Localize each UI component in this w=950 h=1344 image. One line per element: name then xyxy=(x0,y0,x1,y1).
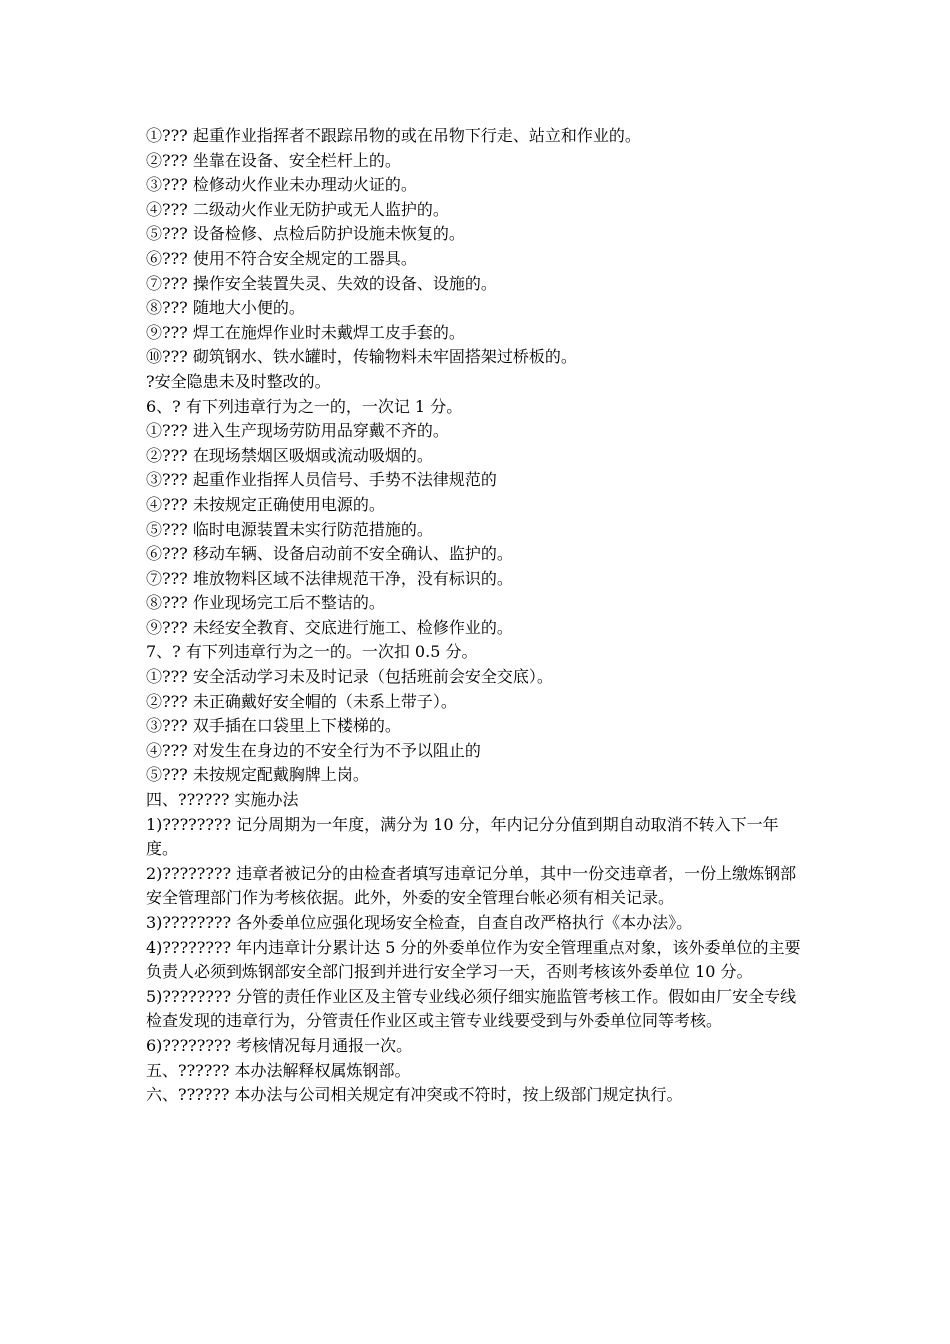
document-paragraph: ②??? 未正确戴好安全帽的（未系上带子）。 xyxy=(146,691,457,711)
document-paragraph: ③??? 起重作业指挥人员信号、手势不法律规范的 xyxy=(146,470,497,490)
document-paragraph: ⑧??? 作业现场完工后不整诘的。 xyxy=(146,593,385,613)
document-paragraph: ⑩??? 砌筑钢水、铁水罐时，传输物料未牢固搭架过桥板的。 xyxy=(146,347,577,367)
section-heading: 6、? 有下列违章行为之一的，一次记 1 分。 xyxy=(146,396,463,416)
document-paragraph: ④??? 对发生在身边的不安全行为不予以阻止的 xyxy=(146,740,481,760)
document-paragraph: ⑤??? 临时电源装置未实行防范措施的。 xyxy=(146,519,433,539)
section-heading: 五、?????? 本办法解释权属炼钢部。 xyxy=(146,1060,411,1080)
document-paragraph: ④??? 未按规定正确使用电源的。 xyxy=(146,494,385,514)
document-paragraph: ⑦??? 堆放物料区域不法律规范干净，没有标识的。 xyxy=(146,568,513,588)
document-page xyxy=(146,124,806,1108)
section-heading: 7、? 有下列违章行为之一的。一次扣 0.5 分。 xyxy=(146,642,478,662)
document-paragraph: ⑤??? 设备检修、点检后防护设施未恢复的。 xyxy=(146,224,465,244)
document-paragraph: ⑤??? 未按规定配戴胸牌上岗。 xyxy=(146,765,369,785)
document-paragraph: 3)???????? 各外委单位应强化现场安全检查，自查自改严格执行《本办法》。 xyxy=(146,913,693,932)
document-paragraph: ②??? 坐靠在设备、安全栏杆上的。 xyxy=(146,150,401,170)
document-paragraph: 2)???????? 违章者被记分的由检查者填写违章记分单，其中一份交违章者，一份上缴炼钢部安全管理部门作为考核依据。此外，外委的安全管理台帐必须有相关记录。 xyxy=(146,863,797,908)
document-paragraph: 5)???????? 分管的责任作业区及主管专业线必须仔细实施监管考核工作。假如由厂安全专线检查发现的违章行为，分管责任作业区或主管专业线要受到与外委单位同等考核。 xyxy=(146,986,797,1031)
document-paragraph: ⑥??? 使用不符合安全规定的工器具。 xyxy=(146,248,417,268)
document-paragraph: ③??? 检修动火作业未办理动火证的。 xyxy=(146,175,417,195)
document-paragraph: ⑦??? 操作安全装置失灵、失效的设备、设施的。 xyxy=(146,273,497,293)
document-paragraph: ⑨??? 未经安全教育、交底进行施工、检修作业的。 xyxy=(146,617,513,637)
document-paragraph: 4)???????? 年内违章计分累计达 5 分的外委单位作为安全管理重点对象，该外委单位的主要负责人必须到炼钢部安全部门报到并进行安全学习一天，否则考核该外委单位 10 分。 xyxy=(146,937,801,982)
section-heading: 四、?????? 实施办法 xyxy=(146,790,299,810)
document-paragraph: ①??? 进入生产现场劳防用品穿戴不齐的。 xyxy=(146,421,449,441)
document-paragraph: ⑥??? 移动车辆、设备启动前不安全确认、监护的。 xyxy=(146,544,513,564)
document-paragraph: ①??? 起重作业指挥者不跟踪吊物的或在吊物下行走、站立和作业的。 xyxy=(146,126,641,145)
document-paragraph: ③??? 双手插在口袋里上下楼梯的。 xyxy=(146,716,401,736)
document-paragraph: ⑧??? 随地大小便的。 xyxy=(146,298,305,318)
document-paragraph: ⑨??? 焊工在施焊作业时未戴焊工皮手套的。 xyxy=(146,322,465,342)
section-heading: 六、?????? 本办法与公司相关规定有冲突或不符时，按上级部门规定执行。 xyxy=(146,1085,683,1105)
document-paragraph: ?安全隐患未及时整改的。 xyxy=(146,371,331,391)
document-paragraph: 6)???????? 考核情况每月通报一次。 xyxy=(146,1035,413,1055)
document-paragraph: ④??? 二级动火作业无防护或无人监护的。 xyxy=(146,199,449,219)
document-paragraph: ②??? 在现场禁烟区吸烟或流动吸烟的。 xyxy=(146,445,433,465)
document-paragraph: ①??? 安全活动学习未及时记录（包括班前会安全交底）。 xyxy=(146,667,553,687)
document-paragraph: 1)???????? 记分周期为一年度，满分为 10 分，年内记分分值到期自动取消不转入下一年度。 xyxy=(146,814,779,859)
